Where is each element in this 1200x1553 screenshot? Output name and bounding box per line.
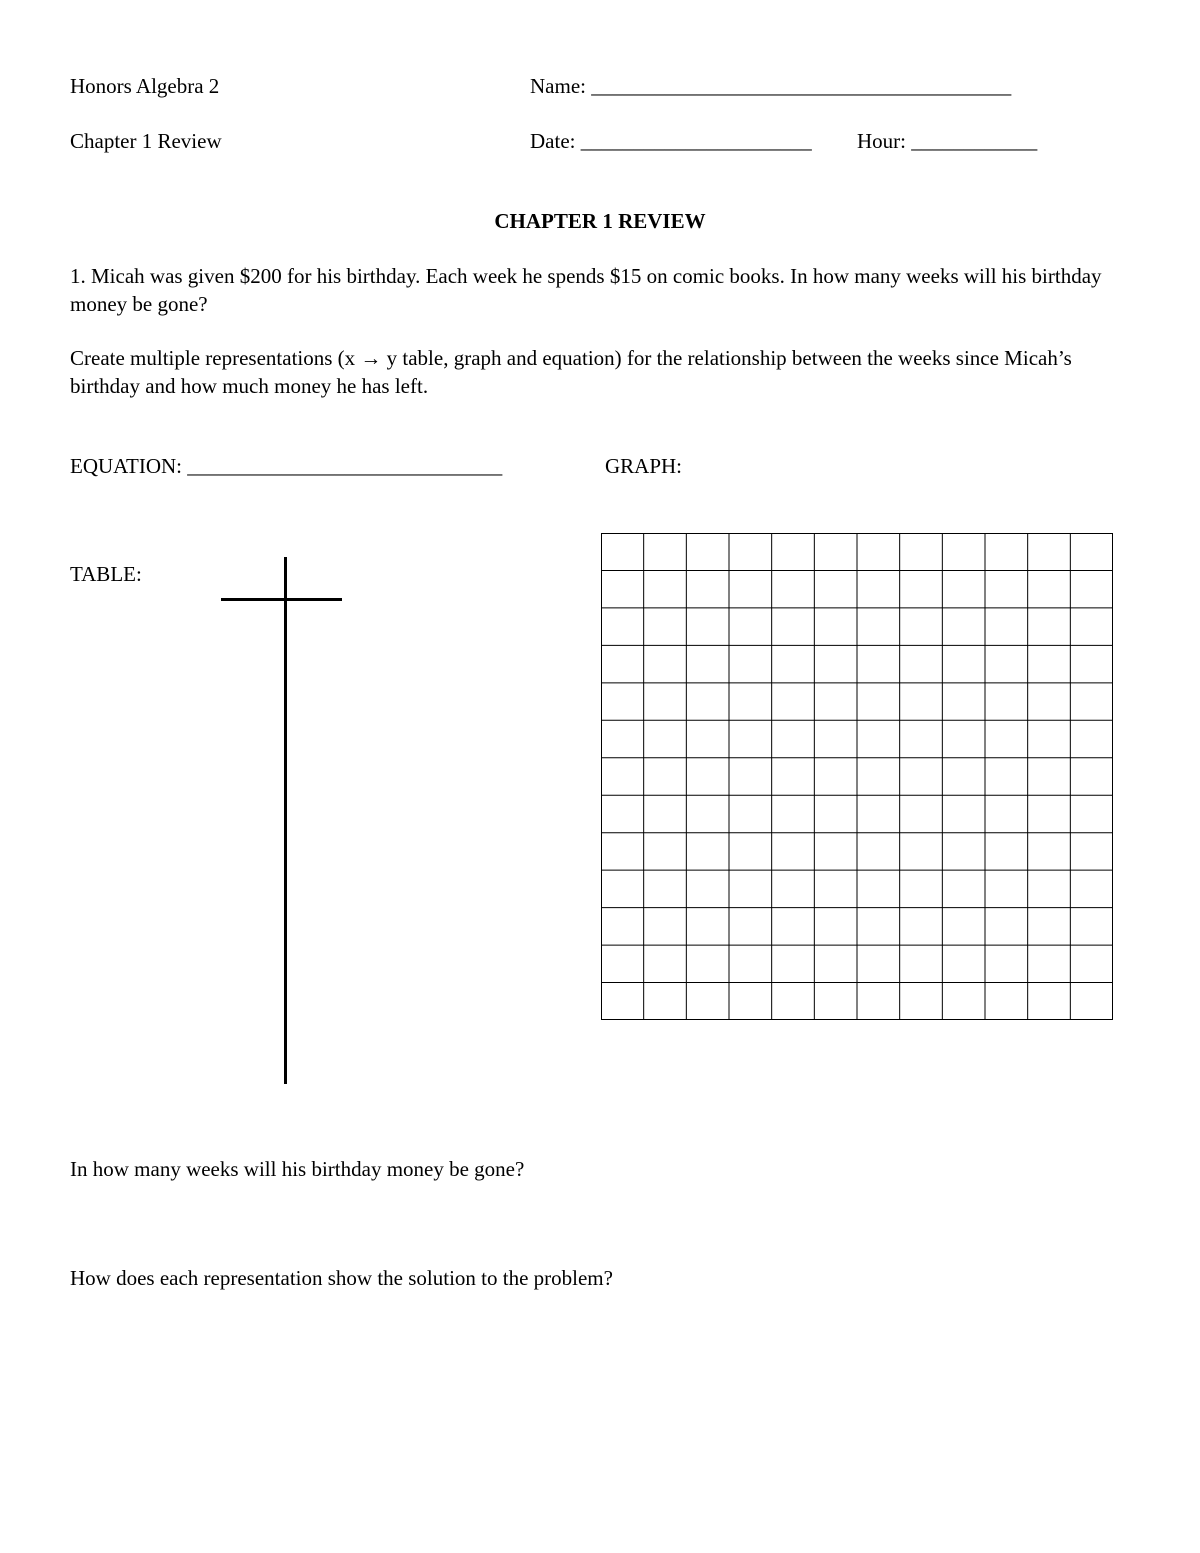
t-table-horizontal-line [221, 598, 342, 601]
question-representations: How does each representation show the solution to the problem? [70, 1266, 613, 1290]
table-label: TABLE: [70, 562, 142, 586]
name-field[interactable]: Name: ________________________________________ [530, 74, 1012, 98]
t-table-vertical-line [284, 557, 287, 1084]
instructions-text: Create multiple representations (x → y table, graph and equation) for the relationship between the weeks since Micah’s birthday and how much money he has left. [70, 346, 1072, 398]
unit-title: Chapter 1 Review [70, 129, 222, 153]
question-weeks: In how many weeks will his birthday money be gone? [70, 1157, 525, 1181]
graph-grid[interactable] [601, 533, 1113, 1020]
hour-field[interactable]: Hour: ____________ [857, 129, 1038, 153]
page-title: CHAPTER 1 REVIEW [494, 209, 706, 233]
graph-label: GRAPH: [605, 454, 683, 478]
course-title: Honors Algebra 2 [70, 74, 220, 98]
problem-text: 1. Micah was given $200 for his birthday. Each week he spends $15 on comic books. In how many weeks will his birthday money be gone? [70, 264, 1102, 316]
date-field[interactable]: Date: ______________________ [530, 129, 812, 153]
equation-field[interactable]: EQUATION: ______________________________ [70, 454, 503, 478]
